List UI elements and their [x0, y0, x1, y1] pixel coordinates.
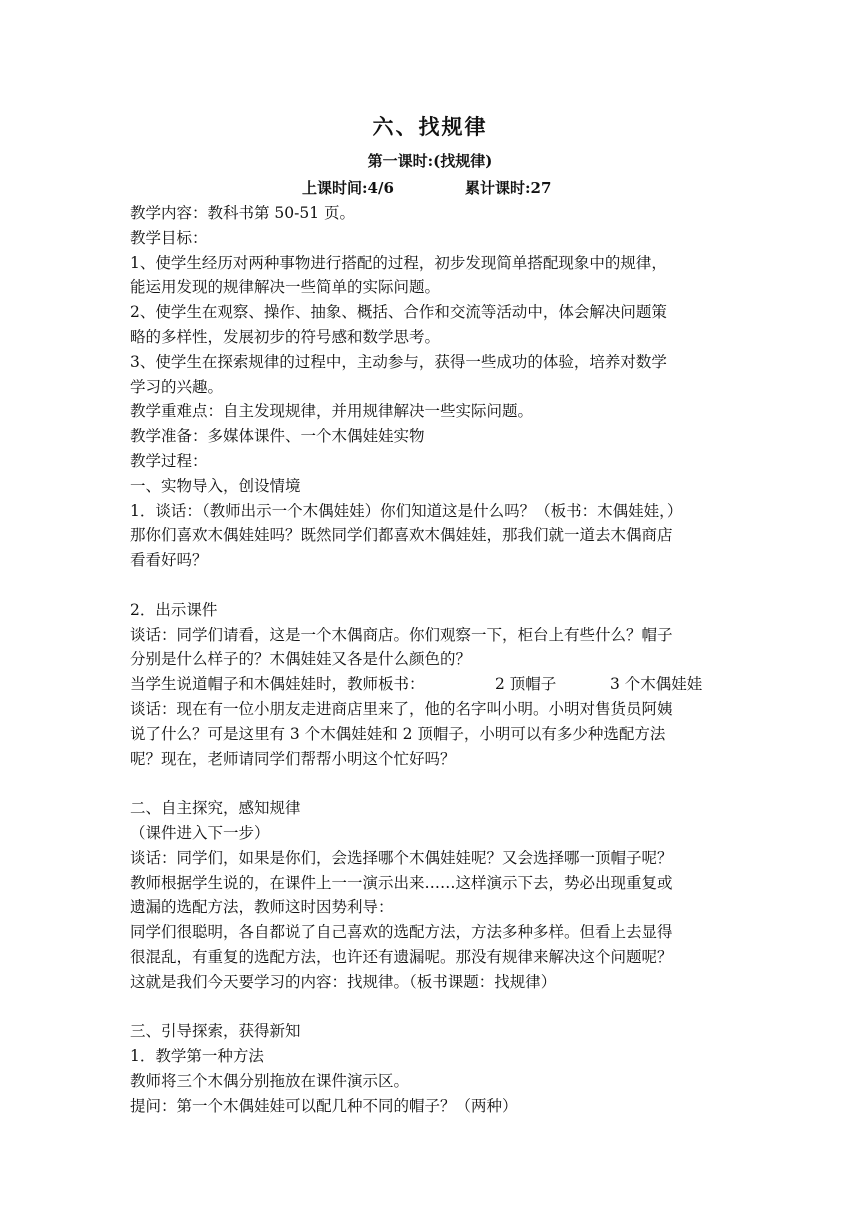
- text-line: 看看好吗？: [130, 551, 208, 570]
- text-line: 学习的兴趣。: [130, 377, 224, 396]
- board-item-hats: 2 顶帽子: [495, 675, 557, 694]
- text-line: 1．教学第一种方法: [130, 1047, 264, 1066]
- class-time: 上课时间:4/6: [302, 179, 394, 197]
- total-hours: 累计课时:27: [465, 179, 552, 197]
- text-line: 那你们喜欢木偶娃娃吗？既然同学们都喜欢木偶娃娃，那我们就一道去木偶商店: [130, 526, 673, 545]
- text-line: 能运用发现的规律解决一些简单的实际问题。: [130, 278, 441, 297]
- document-body: [130, 201, 740, 1118]
- board-line: [130, 672, 740, 697]
- board-line-text: 当学生说道帽子和木偶娃娃时，教师板书：: [130, 675, 425, 694]
- text-line: 1．谈话：（教师出示一个木偶娃娃）你们知道这是什么吗？（板书：木偶娃娃，）: [130, 501, 683, 520]
- text-line: 提问：第一个木偶娃娃可以配几种不同的帽子？（两种）: [130, 1096, 518, 1115]
- section-heading: 二、自主探究，感知规律: [130, 799, 301, 818]
- blank-line: [130, 995, 740, 1020]
- section-heading: 教学过程：: [130, 451, 208, 470]
- text-line: 2、使学生在观察、操作、抽象、概括、合作和交流等活动中，体会解决问题策: [130, 303, 667, 322]
- text-line: 谈话：同学们请看，这是一个木偶商店。你们观察一下，柜台上有些什么？帽子: [130, 625, 673, 644]
- text-line: 遗漏的选配方法，教师这时因势利导：: [130, 898, 394, 917]
- document-title: 六、找规律: [372, 114, 488, 139]
- text-line: 1、使学生经历对两种事物进行搭配的过程，初步发现简单搭配现象中的规律，: [130, 253, 667, 272]
- text-line: 呢？现在，老师请同学们帮帮小明这个忙好吗？: [130, 749, 456, 768]
- text-line: 谈话：同学们，如果是你们，会选择哪个木偶娃娃呢？又会选择哪一顶帽子呢？: [130, 848, 673, 867]
- text-line: 教学目标：: [130, 228, 208, 247]
- text-line: 教学重难点：自主发现规律，并用规律解决一些实际问题。: [130, 402, 534, 421]
- board-item-dolls: 3 个木偶娃娃: [610, 675, 703, 694]
- text-line: 教师将三个木偶分别拖放在课件演示区。: [130, 1071, 410, 1090]
- text-line: 很混乱，有重复的选配方法，也许还有遗漏呢。那没有规律来解决这个问题呢？: [130, 947, 673, 966]
- text-line: 教师根据学生说的，在课件上一一演示出来……这样演示下去，势必出现重复或: [130, 873, 673, 892]
- blank-line: [130, 771, 740, 796]
- text-line: 分别是什么样子的？木偶娃娃又各是什么颜色的？: [130, 650, 472, 669]
- text-line: 略的多样性，发展初步的符号感和数学思考。: [130, 327, 441, 346]
- text-line: 同学们很聪明，各自都说了自己喜欢的选配方法，方法多种多样。但看上去显得: [130, 923, 673, 942]
- section-heading: 一、实物导入，创设情境: [130, 476, 301, 495]
- text-line: 2．出示课件: [130, 600, 218, 619]
- section-heading: 三、引导探索，获得新知: [130, 1022, 301, 1041]
- text-line: 谈话：现在有一位小朋友走进商店里来了，他的名字叫小明。小明对售货员阿姨: [130, 699, 673, 718]
- text-line: 这就是我们今天要学习的内容：找规律。（板书课题：找规律）: [130, 972, 557, 991]
- text-line: 教学内容：教科书第 50-51 页。: [130, 204, 356, 222]
- text-line: 说了什么？可是这里有 3 个木偶娃娃和 2 顶帽子，小明可以有多少种选配方法: [130, 724, 666, 743]
- lesson-subtitle: 第一课时:(找规律): [367, 152, 493, 170]
- text-line: 3、使学生在探索规律的过程中，主动参与，获得一些成功的体验，培养对数学: [130, 352, 667, 371]
- blank-line: [130, 573, 740, 598]
- text-line: （课件进入下一步）: [130, 823, 270, 842]
- text-line: 教学准备：多媒体课件、一个木偶娃娃实物: [130, 427, 425, 446]
